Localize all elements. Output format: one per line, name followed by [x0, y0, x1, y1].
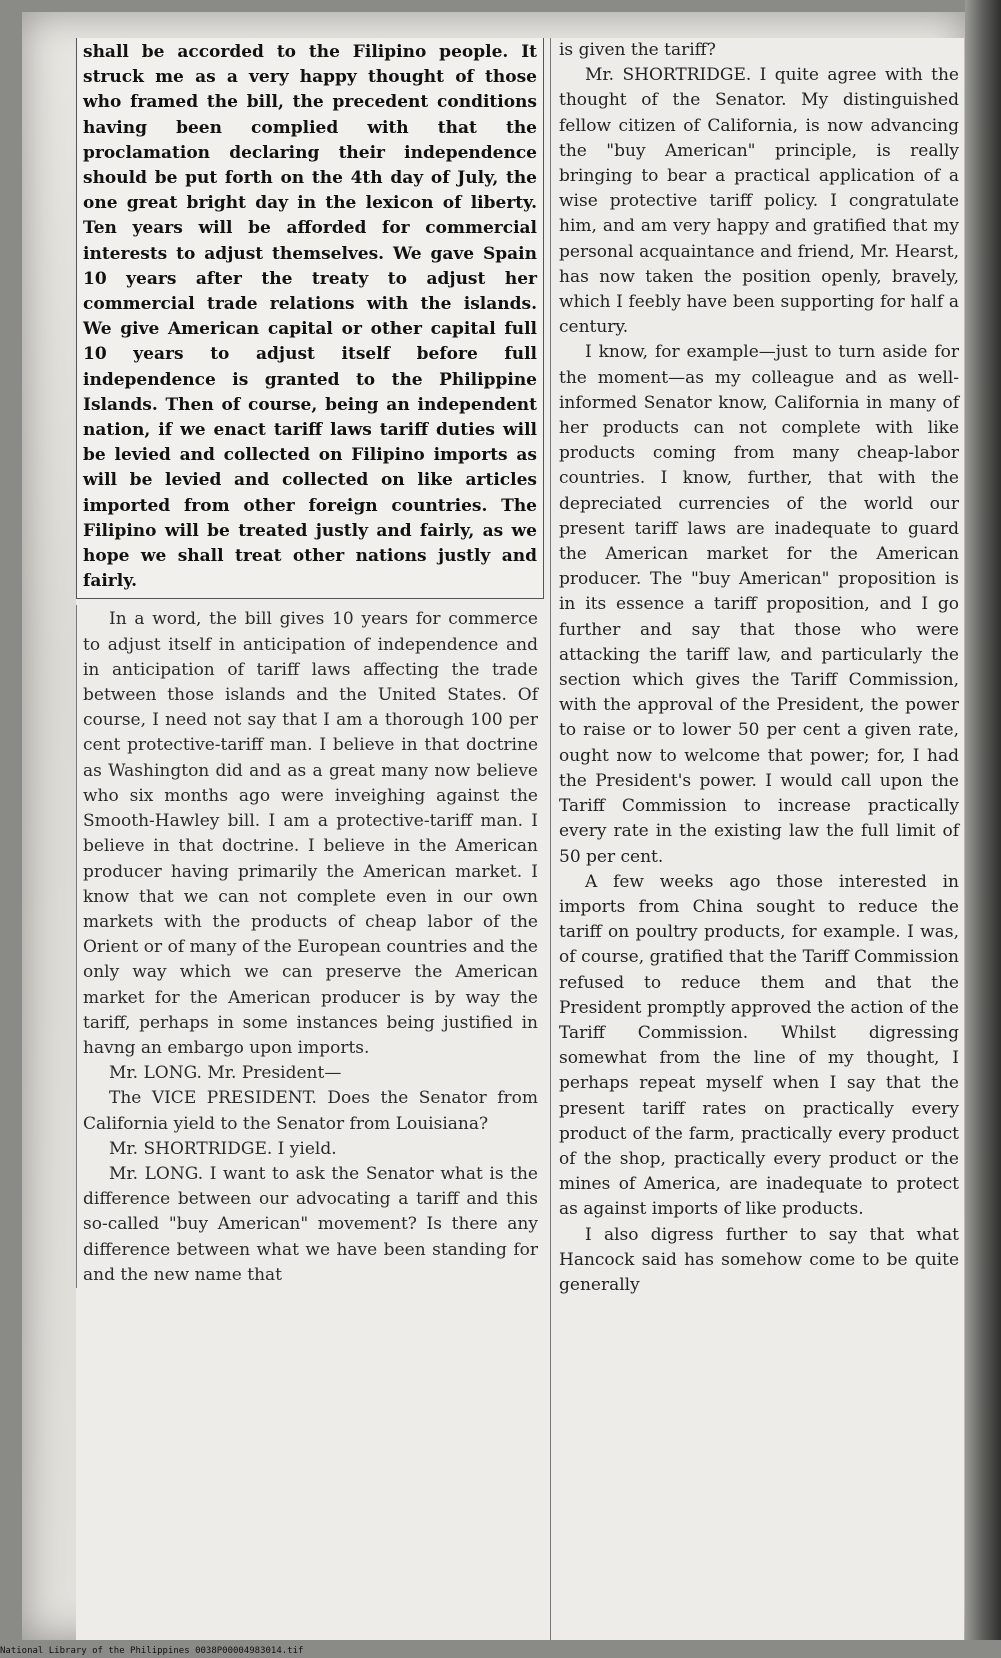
- paragraph: is given the tariff?: [559, 40, 716, 60]
- paragraph: Mr. LONG. I want to ask the Senator what is the difference between our advocating a tariff and this so-called "buy American" movement? Is there any difference between what we have been standing for and the new name that: [83, 1163, 538, 1285]
- newspaper-clipping: [76, 38, 964, 1640]
- paragraph: A few weeks ago those interested in imports from China sought to reduce the tariff on poultry products, for example. I was, of course, gratified that the Tariff Commission refused to reduce them and that the President promptly approved the action of the Tariff Commission. Whilst digressing somewhat from the line of my thought, I perhaps repeat myself when I say that the present tariff rates on practically every product of the farm, practically every product of the shop, practically every product or the mines of America, are inadequate to protect as against imports of like products.: [559, 871, 959, 1220]
- paragraph: In a word, the bill gives 10 years for commerce to adjust itself in anticipation of independence and in anticipation of tariff laws affecting the trade between those islands and the United States. Of course, I need not say that I am a thorough 100 per cent protective-tariff man. I believe in that doctrine as Washington did and as a great many now believe who six months ago were inveighing against the Smooth-Hawley bill. I am a protective-tariff man. I believe in that doctrine. I believe in the American producer having primarily the American market. I know that we can not complete even in our own markets with the products of cheap labor of the Orient or of many of the European countries and the only way which we can preserve the American market for the American producer is by way the tariff, perhaps in some instances being justified in havng an embargo upon imports.: [83, 609, 538, 1058]
- right-column: [550, 38, 965, 1640]
- boxed-paragraph: [76, 38, 544, 599]
- binding-shadow: [965, 0, 1001, 1640]
- paragraph: Mr. LONG. Mr. President—: [109, 1063, 342, 1084]
- scanned-page: [22, 12, 967, 1640]
- scan-footer: National Library of the Philippines 0038P00004983014.tif: [0, 1646, 304, 1656]
- paragraph: I also digress further to say that what Hancock said has somehow come to be quite generally: [559, 1224, 959, 1295]
- paragraph: I know, for example—just to turn aside for the moment—as my colleague and as well-informed Senator know, California in many of her products can not complete with like products coming from many cheap-labor countries. I know, further, that with the depreciated currencies of the world our present tariff laws are inadequate to guard the American market for the American producer. The "buy American" proposition is in its essence a tariff proposition, and I go further and say that those who were attacking the tariff law, and particularly the section which gives the Tariff Commission, with the approval of the President, the power to raise or to lower 50 per cent a given rate, ought now to welcome that power; for, I had the President's power. I would call upon the Tariff Commission to increase practically every rate in the existing law the full limit of 50 per cent.: [559, 342, 959, 867]
- paragraph: The VICE PRESIDENT. Does the Senator from California yield to the Senator from Louisiana?: [83, 1088, 538, 1134]
- paragraph: Mr. SHORTRIDGE. I yield.: [109, 1138, 337, 1159]
- paragraph: shall be accorded to the Filipino people. It struck me as a very happy thought of those who framed the bill, the precedent conditions having been complied with that the proclamation declaring their independence should be put forth on the 4th day of July, the one great bright day in the lexicon of liberty. Ten years will be afforded for commercial interests to adjust themselves. We gave Spain 10 years after the treaty to adjust her commercial trade relations with the islands. We give American capital or other capital full 10 years to adjust itself before full independence is granted to the Philippine Islands. Then of course, being an independent nation, if we enact tariff laws tariff duties will be levied and collected on Filipino imports as will be levied and collected on like articles imported from other foreign countries. The Filipino will be treated justly and fairly, as we hope we shall treat other nations justly and fairly.: [83, 42, 537, 592]
- paragraph: Mr. SHORTRIDGE. I quite agree with the thought of the Senator. My distinguished fellow citizen of California, is now advancing the "buy American" principle, is really bringing to bear a practical application of a wise protective tariff policy. I congratulate him, and am very happy and gratified that my personal acquaintance and friend, Mr. Hearst, has now taken the position openly, bravely, which I feebly have been supporting for half a century.: [559, 65, 959, 338]
- left-column: [76, 38, 544, 1640]
- left-column-body: [76, 605, 544, 1287]
